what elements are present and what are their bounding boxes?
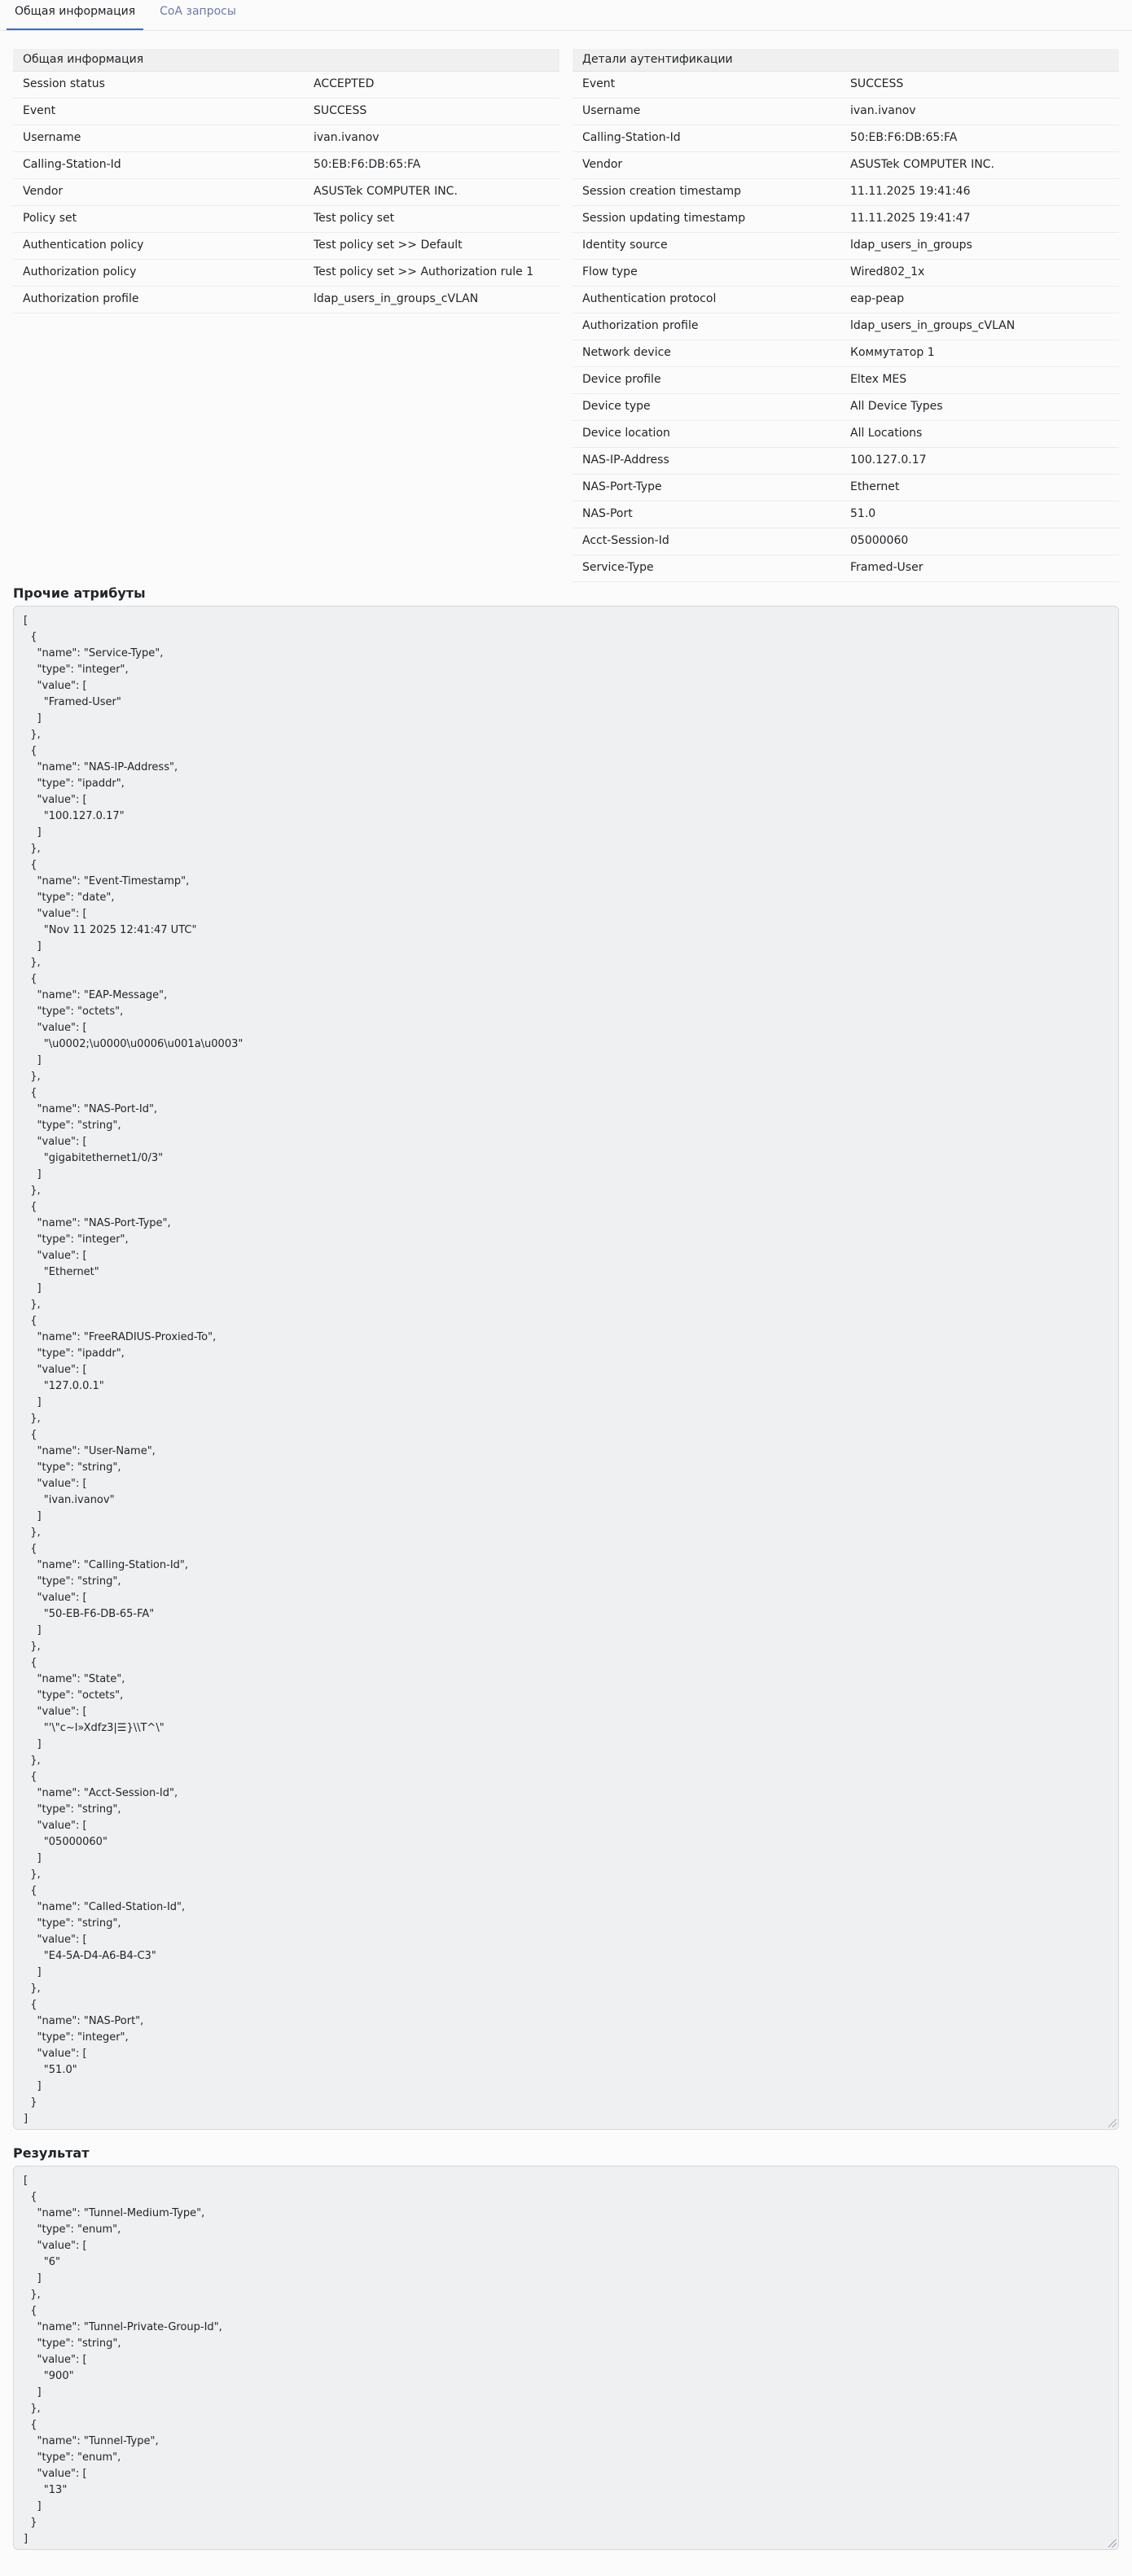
row-key: Session updating timestamp: [582, 212, 746, 225]
row-key: Device location: [582, 427, 670, 440]
row-value: 50:EB:F6:DB:65:FA: [850, 131, 958, 144]
auth-details-header: Детали аутентификации: [573, 49, 1119, 72]
table-row: [573, 287, 1119, 313]
row-key: NAS-Port: [582, 507, 633, 520]
table-row: [573, 179, 1119, 206]
table-row: [573, 152, 1119, 179]
row-key: Policy set: [23, 212, 77, 225]
table-row: [573, 313, 1119, 340]
row-value: 05000060: [850, 534, 909, 547]
row-value: Wired802_1x: [850, 265, 925, 278]
table-row: [573, 475, 1119, 502]
table-row: [13, 72, 559, 99]
resize-handle-icon[interactable]: [1108, 2119, 1117, 2127]
row-value: Test policy set >> Authorization rule 1: [314, 265, 534, 278]
row-key: Flow type: [582, 265, 638, 278]
row-key: Vendor: [23, 185, 64, 198]
tab-coa-requests[interactable]: CoA запросы: [160, 5, 236, 18]
row-value: Test policy set >> Default: [314, 239, 463, 252]
row-key: Username: [23, 131, 81, 144]
general-info-panel: [13, 49, 559, 581]
row-key: Event: [582, 77, 616, 90]
row-key: Session creation timestamp: [582, 185, 741, 198]
table-row: [13, 152, 559, 179]
row-key: NAS-Port-Type: [582, 480, 662, 493]
other-attributes-textarea[interactable]: [13, 606, 1119, 2130]
row-key: Calling-Station-Id: [582, 131, 681, 144]
row-value: 11.11.2025 19:41:47: [850, 212, 971, 225]
auth-details-rows: [573, 72, 1119, 582]
auth-details-panel: [573, 49, 1119, 581]
row-key: Authorization profile: [23, 292, 139, 305]
row-value: All Device Types: [850, 400, 943, 413]
table-row: [573, 206, 1119, 233]
row-key: NAS-IP-Address: [582, 453, 669, 467]
row-value: ivan.ivanov: [314, 131, 380, 144]
table-row: [13, 99, 559, 125]
table-row: [13, 233, 559, 260]
table-row: [13, 260, 559, 287]
row-value: 50:EB:F6:DB:65:FA: [314, 158, 421, 171]
row-key: Event: [23, 104, 56, 117]
resize-handle-icon[interactable]: [1108, 2539, 1117, 2548]
row-value: Коммутатор 1: [850, 346, 935, 359]
row-value: 51.0: [850, 507, 876, 520]
table-row: [573, 125, 1119, 152]
table-row: [13, 287, 559, 313]
row-key: Authentication policy: [23, 239, 144, 252]
other-attributes-title: Прочие атрибуты: [13, 585, 146, 601]
row-value: All Locations: [850, 427, 923, 440]
row-value: Test policy set: [314, 212, 395, 225]
result-title: Результат: [13, 2145, 90, 2161]
row-value: ACCEPTED: [314, 77, 375, 90]
row-key: Network device: [582, 346, 671, 359]
row-key: Calling-Station-Id: [23, 158, 121, 171]
table-row: [13, 206, 559, 233]
row-key: Session status: [23, 77, 105, 90]
row-value: eap-peap: [850, 292, 905, 305]
table-row: [573, 233, 1119, 260]
table-row: [13, 179, 559, 206]
row-key: Device profile: [582, 373, 661, 386]
row-value: Eltex MES: [850, 373, 907, 386]
row-value: SUCCESS: [850, 77, 904, 90]
row-key: Device type: [582, 400, 651, 413]
row-value: ldap_users_in_groups: [850, 239, 972, 252]
table-row: [573, 367, 1119, 394]
table-row: [573, 502, 1119, 528]
row-key: Identity source: [582, 239, 668, 252]
row-key: Service-Type: [582, 561, 654, 574]
table-row: [573, 394, 1119, 421]
result-content: [ { "name": "Tunnel-Medium-Type", "type": "enum", "value": [ "6" ] }, { "name": "Tunnel-Private-Group-Id", "type": "string", "value": [ "900" ] }, { "name": "Tunnel-Type", "type": "enum", "value": [ "13" ] } ]: [24, 2175, 222, 2545]
row-value: Framed-User: [850, 561, 924, 574]
row-value: Ethernet: [850, 480, 900, 493]
row-value: ASUSTek COMPUTER INC.: [850, 158, 994, 171]
row-value: 100.127.0.17: [850, 453, 927, 467]
row-key: Authorization policy: [23, 265, 137, 278]
row-value: 11.11.2025 19:41:46: [850, 185, 971, 198]
row-key: Authentication protocol: [582, 292, 717, 305]
row-key: Authorization profile: [582, 319, 699, 332]
general-info-rows: [13, 72, 559, 313]
tab-general-info[interactable]: Общая информация: [7, 0, 143, 30]
table-row: [573, 72, 1119, 99]
row-key: Vendor: [582, 158, 623, 171]
table-row: [573, 260, 1119, 287]
table-row: [573, 528, 1119, 555]
table-row: [573, 99, 1119, 125]
table-row: [573, 340, 1119, 367]
result-textarea[interactable]: [13, 2166, 1119, 2550]
other-attributes-content: [ { "name": "Service-Type", "type": "integer", "value": [ "Framed-User" ] }, { "name": "NAS-IP-Address", "type": "ipaddr", "value": [ "100.127.0.17" ] }, { "name": "Event-Timestamp", "type": "date", "value": [ "Nov 11 2025 12:41:47 UTC" ] }, { "name": "EAP-Message", "type": "octets", "value": [ "\u0002;\u0000\u0006\u001a\u0003" ] }, { "name": "NAS-Port-Id", "type": "string", "value": [ "gigabitethernet1/0/3" ] }, { "name": "NAS-Port-Type", "type": "integer", "value": [ "Ethernet" ] }, { "name": "FreeRADIUS-Proxied-To", "type": "ipaddr", "value": [ "127.0.0.1" ] }, { "name": "User-Name", "type": "string", "value": [ "ivan.ivanov" ] }, { "name": "Calling-Station-Id", "type": "string", "value": [ "50-EB-F6-DB-65-FA" ] }, { "name": "State", "type": "octets", "value": [ "'\"c~l»Xdfz3|☰}\\T^\" ] }, { "name": "Acct-Session-Id", "type": "string", "value": [ "05000060" ] }, { "name": "Called-Station-Id", "type": "string", "value": [ "E4-5A-D4-A6-B4-C3" ] }, { "name": "NAS-Port", "type": "integer", "value": [ "51.0" ] } ]: [24, 615, 244, 2125]
info-panels: [0, 31, 1132, 581]
tab-bar: [0, 0, 1132, 31]
row-key: Acct-Session-Id: [582, 534, 669, 547]
table-row: [573, 555, 1119, 582]
table-row: [573, 421, 1119, 448]
row-value: ivan.ivanov: [850, 104, 916, 117]
row-value: ASUSTek COMPUTER INC.: [314, 185, 458, 198]
table-row: [573, 448, 1119, 475]
row-value: ldap_users_in_groups_cVLAN: [850, 319, 1016, 332]
table-row: [13, 125, 559, 152]
general-info-header: Общая информация: [13, 49, 559, 72]
row-key: Username: [582, 104, 641, 117]
row-value: ldap_users_in_groups_cVLAN: [314, 292, 479, 305]
row-value: SUCCESS: [314, 104, 367, 117]
